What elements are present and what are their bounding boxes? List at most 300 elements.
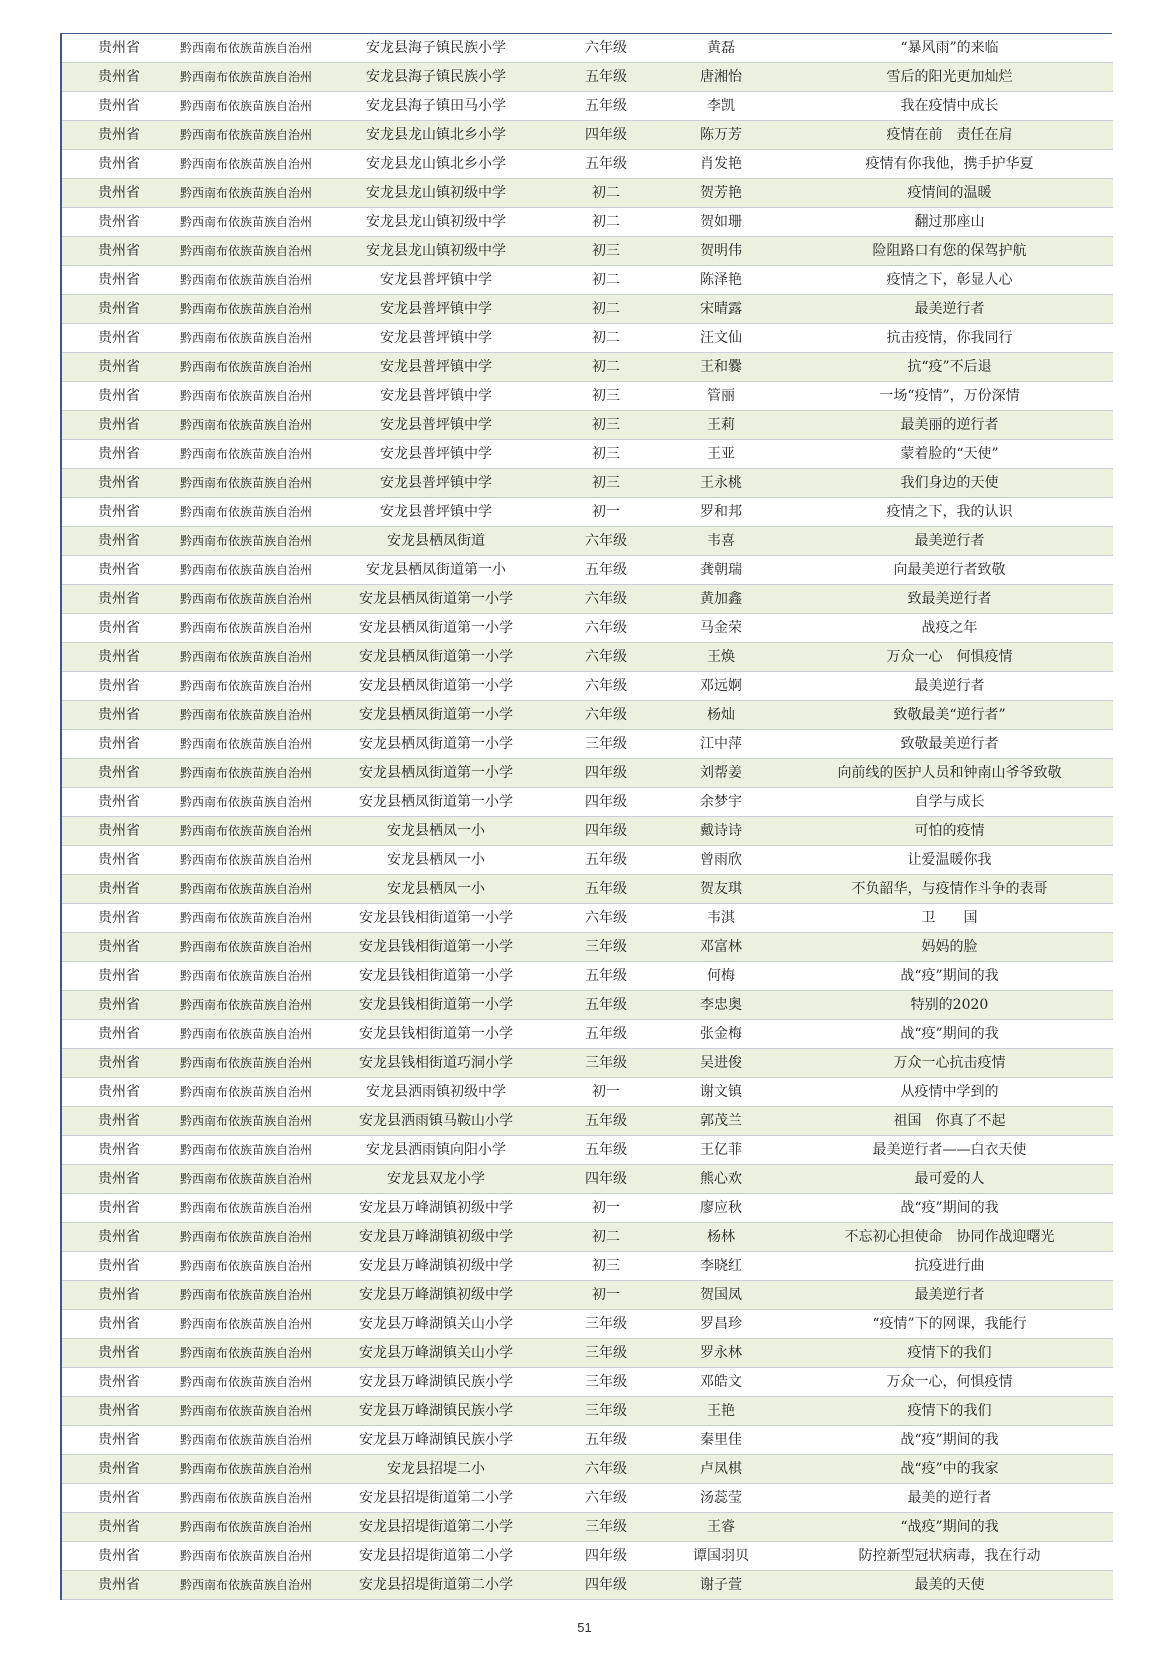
cell-grade: 三年级 [556, 1049, 656, 1078]
cell-province: 贵州省 [61, 962, 176, 991]
cell-prefecture: 黔西南布依族苗族自治州 [176, 962, 316, 991]
cell-essay-title: 最美逆行者 [786, 295, 1113, 324]
cell-province: 贵州省 [61, 904, 176, 933]
cell-prefecture: 黔西南布依族苗族自治州 [176, 469, 316, 498]
cell-prefecture: 黔西南布依族苗族自治州 [176, 324, 316, 353]
cell-grade: 四年级 [556, 121, 656, 150]
cell-essay-title: 疫情下的我们 [786, 1397, 1113, 1426]
cell-school: 安龙县普坪镇中学 [316, 440, 556, 469]
cell-essay-title: 战“疫”期间的我 [786, 1020, 1113, 1049]
table-row [61, 788, 1113, 817]
cell-essay-title: 自学与成长 [786, 788, 1113, 817]
cell-essay-title: 一场“疫情”，万份深情 [786, 382, 1113, 411]
cell-essay-title: 万众一心 何惧疫情 [786, 643, 1113, 672]
cell-grade: 五年级 [556, 875, 656, 904]
cell-essay-title: 不负韶华，与疫情作斗争的表哥 [786, 875, 1113, 904]
cell-student-name: 黄磊 [656, 34, 786, 63]
cell-prefecture: 黔西南布依族苗族自治州 [176, 295, 316, 324]
cell-province: 贵州省 [61, 933, 176, 962]
cell-school: 安龙县钱相街道第一小学 [316, 991, 556, 1020]
cell-school: 安龙县栖凤街道第一小学 [316, 701, 556, 730]
cell-essay-title: 最美逆行者 [786, 672, 1113, 701]
cell-school: 安龙县万峰湖镇关山小学 [316, 1339, 556, 1368]
cell-province: 贵州省 [61, 1107, 176, 1136]
cell-province: 贵州省 [61, 1020, 176, 1049]
cell-essay-title: 万众一心抗击疫情 [786, 1049, 1113, 1078]
cell-school: 安龙县洒雨镇向阳小学 [316, 1136, 556, 1165]
cell-essay-title: 卫 国 [786, 904, 1113, 933]
table-row [61, 1281, 1113, 1310]
cell-grade: 初二 [556, 324, 656, 353]
table-row [61, 1136, 1113, 1165]
table-row [61, 672, 1113, 701]
cell-student-name: 贺友琪 [656, 875, 786, 904]
cell-essay-title: 最美的逆行者 [786, 1484, 1113, 1513]
cell-school: 安龙县钱相街道第一小学 [316, 962, 556, 991]
cell-student-name: 韦淇 [656, 904, 786, 933]
cell-province: 贵州省 [61, 1136, 176, 1165]
cell-student-name: 管丽 [656, 382, 786, 411]
cell-province: 贵州省 [61, 1426, 176, 1455]
cell-grade: 初一 [556, 1194, 656, 1223]
table-row [61, 1339, 1113, 1368]
cell-student-name: 王亚 [656, 440, 786, 469]
cell-student-name: 罗永林 [656, 1339, 786, 1368]
cell-student-name: 邓皓文 [656, 1368, 786, 1397]
cell-province: 贵州省 [61, 1542, 176, 1571]
cell-school: 安龙县普坪镇中学 [316, 411, 556, 440]
cell-grade: 初三 [556, 440, 656, 469]
cell-province: 贵州省 [61, 353, 176, 382]
cell-student-name: 张金梅 [656, 1020, 786, 1049]
table-row [61, 121, 1113, 150]
cell-prefecture: 黔西南布依族苗族自治州 [176, 1542, 316, 1571]
cell-grade: 初二 [556, 266, 656, 295]
cell-essay-title: 蒙着脸的“天使” [786, 440, 1113, 469]
cell-school: 安龙县栖凤街道第一小学 [316, 643, 556, 672]
cell-prefecture: 黔西南布依族苗族自治州 [176, 498, 316, 527]
cell-grade: 五年级 [556, 962, 656, 991]
cell-school: 安龙县海子镇民族小学 [316, 34, 556, 63]
cell-grade: 五年级 [556, 1107, 656, 1136]
table-row [61, 556, 1113, 585]
cell-essay-title: 险阻路口有您的保驾护航 [786, 237, 1113, 266]
cell-province: 贵州省 [61, 614, 176, 643]
cell-essay-title: 抗疫进行曲 [786, 1252, 1113, 1281]
table-row [61, 933, 1113, 962]
cell-prefecture: 黔西南布依族苗族自治州 [176, 643, 316, 672]
cell-essay-title: 防控新型冠状病毒，我在行动 [786, 1542, 1113, 1571]
cell-province: 贵州省 [61, 788, 176, 817]
cell-province: 贵州省 [61, 1281, 176, 1310]
cell-grade: 初一 [556, 498, 656, 527]
cell-essay-title: “暴风雨”的来临 [786, 34, 1113, 63]
cell-prefecture: 黔西南布依族苗族自治州 [176, 411, 316, 440]
cell-student-name: 谢文镇 [656, 1078, 786, 1107]
cell-prefecture: 黔西南布依族苗族自治州 [176, 991, 316, 1020]
cell-grade: 六年级 [556, 614, 656, 643]
table-row [61, 875, 1113, 904]
cell-student-name: 贺如珊 [656, 208, 786, 237]
cell-prefecture: 黔西南布依族苗族自治州 [176, 788, 316, 817]
cell-grade: 五年级 [556, 556, 656, 585]
cell-province: 贵州省 [61, 643, 176, 672]
cell-school: 安龙县万峰湖镇民族小学 [316, 1397, 556, 1426]
cell-essay-title: 抗击疫情，你我同行 [786, 324, 1113, 353]
cell-student-name: 汪文仙 [656, 324, 786, 353]
cell-grade: 三年级 [556, 1339, 656, 1368]
cell-student-name: 黄加鑫 [656, 585, 786, 614]
cell-province: 贵州省 [61, 1252, 176, 1281]
cell-school: 安龙县栖凤一小 [316, 817, 556, 846]
cell-grade: 四年级 [556, 788, 656, 817]
cell-province: 贵州省 [61, 1571, 176, 1600]
cell-school: 安龙县双龙小学 [316, 1165, 556, 1194]
cell-school: 安龙县万峰湖镇初级中学 [316, 1223, 556, 1252]
cell-prefecture: 黔西南布依族苗族自治州 [176, 556, 316, 585]
cell-province: 贵州省 [61, 585, 176, 614]
cell-prefecture: 黔西南布依族苗族自治州 [176, 759, 316, 788]
cell-essay-title: 让爱温暖你我 [786, 846, 1113, 875]
table-row [61, 1252, 1113, 1281]
table-row [61, 701, 1113, 730]
cell-student-name: 吴进俊 [656, 1049, 786, 1078]
cell-student-name: 唐湘怡 [656, 63, 786, 92]
cell-prefecture: 黔西南布依族苗族自治州 [176, 1049, 316, 1078]
cell-prefecture: 黔西南布依族苗族自治州 [176, 614, 316, 643]
cell-prefecture: 黔西南布依族苗族自治州 [176, 1513, 316, 1542]
cell-school: 安龙县招堤街道第二小学 [316, 1484, 556, 1513]
cell-school: 安龙县招堤街道第二小学 [316, 1513, 556, 1542]
cell-province: 贵州省 [61, 846, 176, 875]
cell-student-name: 曾雨欣 [656, 846, 786, 875]
cell-school: 安龙县普坪镇中学 [316, 353, 556, 382]
cell-essay-title: 疫情在前 责任在肩 [786, 121, 1113, 150]
cell-prefecture: 黔西南布依族苗族自治州 [176, 1484, 316, 1513]
cell-prefecture: 黔西南布依族苗族自治州 [176, 1455, 316, 1484]
cell-grade: 初三 [556, 411, 656, 440]
cell-essay-title: 我在疫情中成长 [786, 92, 1113, 121]
cell-province: 贵州省 [61, 208, 176, 237]
cell-school: 安龙县栖凤街道第一小学 [316, 585, 556, 614]
cell-grade: 五年级 [556, 63, 656, 92]
cell-province: 贵州省 [61, 1339, 176, 1368]
cell-prefecture: 黔西南布依族苗族自治州 [176, 1078, 316, 1107]
cell-student-name: 龚朝瑞 [656, 556, 786, 585]
cell-prefecture: 黔西南布依族苗族自治州 [176, 1194, 316, 1223]
cell-province: 贵州省 [61, 875, 176, 904]
cell-prefecture: 黔西南布依族苗族自治州 [176, 1107, 316, 1136]
table-row [61, 1542, 1113, 1571]
cell-prefecture: 黔西南布依族苗族自治州 [176, 730, 316, 759]
cell-school: 安龙县栖凤街道第一小学 [316, 672, 556, 701]
cell-grade: 四年级 [556, 1165, 656, 1194]
cell-grade: 初一 [556, 1078, 656, 1107]
cell-grade: 六年级 [556, 904, 656, 933]
cell-essay-title: 翻过那座山 [786, 208, 1113, 237]
table-row [61, 1223, 1113, 1252]
cell-essay-title: 最美逆行者——白衣天使 [786, 1136, 1113, 1165]
cell-essay-title: 向前线的医护人员和钟南山爷爷致敬 [786, 759, 1113, 788]
cell-grade: 六年级 [556, 34, 656, 63]
cell-province: 贵州省 [61, 121, 176, 150]
cell-prefecture: 黔西南布依族苗族自治州 [176, 701, 316, 730]
cell-prefecture: 黔西南布依族苗族自治州 [176, 121, 316, 150]
cell-grade: 五年级 [556, 150, 656, 179]
table-row [61, 1310, 1113, 1339]
cell-school: 安龙县万峰湖镇初级中学 [316, 1194, 556, 1223]
table-row [61, 266, 1113, 295]
cell-school: 安龙县普坪镇中学 [316, 382, 556, 411]
table-row [61, 1426, 1113, 1455]
cell-grade: 初二 [556, 208, 656, 237]
cell-province: 贵州省 [61, 440, 176, 469]
cell-student-name: 王焕 [656, 643, 786, 672]
cell-province: 贵州省 [61, 730, 176, 759]
table-row [61, 382, 1113, 411]
cell-student-name: 刘帮姜 [656, 759, 786, 788]
cell-school: 安龙县栖凤街道第一小学 [316, 759, 556, 788]
cell-school: 安龙县普坪镇中学 [316, 324, 556, 353]
cell-prefecture: 黔西南布依族苗族自治州 [176, 1281, 316, 1310]
table-row [61, 353, 1113, 382]
cell-student-name: 卢凤棋 [656, 1455, 786, 1484]
cell-grade: 初一 [556, 1281, 656, 1310]
cell-school: 安龙县栖凤街道第一小学 [316, 730, 556, 759]
cell-student-name: 秦里佳 [656, 1426, 786, 1455]
table-row [61, 1455, 1113, 1484]
cell-essay-title: 最可爱的人 [786, 1165, 1113, 1194]
cell-prefecture: 黔西南布依族苗族自治州 [176, 1368, 316, 1397]
cell-essay-title: 最美逆行者 [786, 1281, 1113, 1310]
cell-essay-title: 不忘初心担使命 协同作战迎曙光 [786, 1223, 1113, 1252]
cell-student-name: 王莉 [656, 411, 786, 440]
table-row [61, 324, 1113, 353]
cell-province: 贵州省 [61, 179, 176, 208]
cell-prefecture: 黔西南布依族苗族自治州 [176, 266, 316, 295]
cell-province: 贵州省 [61, 759, 176, 788]
table-row [61, 846, 1113, 875]
cell-essay-title: 抗“疫”不后退 [786, 353, 1113, 382]
table-row [61, 1194, 1113, 1223]
cell-grade: 六年级 [556, 527, 656, 556]
cell-grade: 五年级 [556, 991, 656, 1020]
page-number: 51 [577, 1620, 592, 1635]
cell-province: 贵州省 [61, 701, 176, 730]
table-row [61, 643, 1113, 672]
cell-school: 安龙县普坪镇中学 [316, 266, 556, 295]
cell-prefecture: 黔西南布依族苗族自治州 [176, 179, 316, 208]
cell-province: 贵州省 [61, 1455, 176, 1484]
cell-student-name: 王亿菲 [656, 1136, 786, 1165]
cell-grade: 六年级 [556, 585, 656, 614]
cell-province: 贵州省 [61, 1484, 176, 1513]
cell-student-name: 王艳 [656, 1397, 786, 1426]
cell-essay-title: 战“疫”期间的我 [786, 1426, 1113, 1455]
table-row [61, 63, 1113, 92]
cell-school: 安龙县万峰湖镇民族小学 [316, 1426, 556, 1455]
cell-prefecture: 黔西南布依族苗族自治州 [176, 527, 316, 556]
table-row [61, 585, 1113, 614]
cell-grade: 三年级 [556, 730, 656, 759]
cell-grade: 初三 [556, 382, 656, 411]
cell-school: 安龙县栖凤一小 [316, 846, 556, 875]
cell-essay-title: 妈妈的脸 [786, 933, 1113, 962]
cell-grade: 初三 [556, 469, 656, 498]
cell-school: 安龙县海子镇田马小学 [316, 92, 556, 121]
cell-province: 贵州省 [61, 1368, 176, 1397]
cell-essay-title: 疫情下的我们 [786, 1339, 1113, 1368]
table-row [61, 92, 1113, 121]
cell-grade: 三年级 [556, 1397, 656, 1426]
cell-student-name: 贺明伟 [656, 237, 786, 266]
cell-prefecture: 黔西南布依族苗族自治州 [176, 1310, 316, 1339]
award-list-table-container [60, 34, 1112, 1600]
table-row [61, 730, 1113, 759]
cell-essay-title: 万众一心，何惧疫情 [786, 1368, 1113, 1397]
cell-prefecture: 黔西南布依族苗族自治州 [176, 237, 316, 266]
cell-student-name: 戴诗诗 [656, 817, 786, 846]
cell-student-name: 马金荣 [656, 614, 786, 643]
cell-essay-title: 雪后的阳光更加灿烂 [786, 63, 1113, 92]
cell-prefecture: 黔西南布依族苗族自治州 [176, 150, 316, 179]
cell-student-name: 何梅 [656, 962, 786, 991]
cell-essay-title: 疫情之下，彰显人心 [786, 266, 1113, 295]
cell-grade: 四年级 [556, 759, 656, 788]
cell-school: 安龙县龙山镇初级中学 [316, 179, 556, 208]
cell-student-name: 江中萍 [656, 730, 786, 759]
cell-province: 贵州省 [61, 527, 176, 556]
table-row [61, 991, 1113, 1020]
cell-essay-title: 疫情间的温暖 [786, 179, 1113, 208]
cell-essay-title: 最美的天使 [786, 1571, 1113, 1600]
cell-prefecture: 黔西南布依族苗族自治州 [176, 817, 316, 846]
cell-province: 贵州省 [61, 469, 176, 498]
cell-essay-title: 致敬最美“逆行者” [786, 701, 1113, 730]
cell-essay-title: 祖国 你真了不起 [786, 1107, 1113, 1136]
cell-prefecture: 黔西南布依族苗族自治州 [176, 440, 316, 469]
cell-school: 安龙县招堤二小 [316, 1455, 556, 1484]
cell-grade: 五年级 [556, 1426, 656, 1455]
cell-essay-title: 最美逆行者 [786, 527, 1113, 556]
table-row [61, 440, 1113, 469]
cell-student-name: 肖发艳 [656, 150, 786, 179]
cell-prefecture: 黔西南布依族苗族自治州 [176, 208, 316, 237]
cell-school: 安龙县海子镇民族小学 [316, 63, 556, 92]
cell-school: 安龙县龙山镇初级中学 [316, 208, 556, 237]
cell-grade: 四年级 [556, 1571, 656, 1600]
table-row [61, 759, 1113, 788]
cell-province: 贵州省 [61, 1049, 176, 1078]
cell-student-name: 郭茂兰 [656, 1107, 786, 1136]
cell-student-name: 杨林 [656, 1223, 786, 1252]
cell-student-name: 贺国凤 [656, 1281, 786, 1310]
cell-province: 贵州省 [61, 92, 176, 121]
table-row [61, 1049, 1113, 1078]
cell-grade: 初二 [556, 1223, 656, 1252]
cell-student-name: 李忠奥 [656, 991, 786, 1020]
cell-student-name: 邓富林 [656, 933, 786, 962]
table-row [61, 150, 1113, 179]
cell-school: 安龙县龙山镇北乡小学 [316, 150, 556, 179]
cell-student-name: 陈万芳 [656, 121, 786, 150]
table-row [61, 237, 1113, 266]
table-row [61, 1571, 1113, 1600]
cell-prefecture: 黔西南布依族苗族自治州 [176, 904, 316, 933]
cell-essay-title: 疫情之下，我的认识 [786, 498, 1113, 527]
cell-student-name: 贺芳艳 [656, 179, 786, 208]
cell-school: 安龙县龙山镇北乡小学 [316, 121, 556, 150]
table-row [61, 1513, 1113, 1542]
table-row [61, 527, 1113, 556]
cell-essay-title: 特别的2020 [786, 991, 1113, 1020]
cell-province: 贵州省 [61, 1078, 176, 1107]
cell-province: 贵州省 [61, 150, 176, 179]
cell-school: 安龙县钱相街道第一小学 [316, 933, 556, 962]
table-row [61, 1484, 1113, 1513]
cell-grade: 六年级 [556, 643, 656, 672]
cell-grade: 五年级 [556, 846, 656, 875]
cell-student-name: 余梦宇 [656, 788, 786, 817]
cell-essay-title: 向最美逆行者致敬 [786, 556, 1113, 585]
cell-province: 贵州省 [61, 1310, 176, 1339]
cell-school: 安龙县普坪镇中学 [316, 469, 556, 498]
cell-province: 贵州省 [61, 34, 176, 63]
cell-school: 安龙县栖凤街道第一小学 [316, 788, 556, 817]
table-row [61, 295, 1113, 324]
cell-prefecture: 黔西南布依族苗族自治州 [176, 933, 316, 962]
table-row [61, 179, 1113, 208]
table-row [61, 817, 1113, 846]
cell-province: 贵州省 [61, 266, 176, 295]
cell-prefecture: 黔西南布依族苗族自治州 [176, 63, 316, 92]
cell-grade: 三年级 [556, 933, 656, 962]
cell-prefecture: 黔西南布依族苗族自治州 [176, 92, 316, 121]
cell-essay-title: 战疫之年 [786, 614, 1113, 643]
table-row [61, 469, 1113, 498]
cell-prefecture: 黔西南布依族苗族自治州 [176, 353, 316, 382]
cell-prefecture: 黔西南布依族苗族自治州 [176, 1223, 316, 1252]
cell-school: 安龙县栖凤街道 [316, 527, 556, 556]
cell-grade: 初二 [556, 179, 656, 208]
table-row [61, 1107, 1113, 1136]
cell-prefecture: 黔西南布依族苗族自治州 [176, 585, 316, 614]
cell-school: 安龙县招堤街道第二小学 [316, 1542, 556, 1571]
cell-prefecture: 黔西南布依族苗族自治州 [176, 1020, 316, 1049]
cell-student-name: 熊心欢 [656, 1165, 786, 1194]
cell-province: 贵州省 [61, 1165, 176, 1194]
cell-school: 安龙县万峰湖镇关山小学 [316, 1310, 556, 1339]
table-row [61, 1078, 1113, 1107]
table-row [61, 904, 1113, 933]
table-row [61, 962, 1113, 991]
cell-school: 安龙县洒雨镇马鞍山小学 [316, 1107, 556, 1136]
table-row [61, 1397, 1113, 1426]
cell-school: 安龙县普坪镇中学 [316, 498, 556, 527]
cell-school: 安龙县栖凤一小 [316, 875, 556, 904]
cell-student-name: 李凯 [656, 92, 786, 121]
cell-prefecture: 黔西南布依族苗族自治州 [176, 34, 316, 63]
cell-grade: 六年级 [556, 1484, 656, 1513]
cell-student-name: 谢子萱 [656, 1571, 786, 1600]
cell-student-name: 罗和邦 [656, 498, 786, 527]
cell-essay-title: 我们身边的天使 [786, 469, 1113, 498]
cell-prefecture: 黔西南布依族苗族自治州 [176, 1397, 316, 1426]
cell-province: 贵州省 [61, 817, 176, 846]
cell-prefecture: 黔西南布依族苗族自治州 [176, 1339, 316, 1368]
cell-essay-title: “疫情”下的网课，我能行 [786, 1310, 1113, 1339]
cell-grade: 六年级 [556, 701, 656, 730]
